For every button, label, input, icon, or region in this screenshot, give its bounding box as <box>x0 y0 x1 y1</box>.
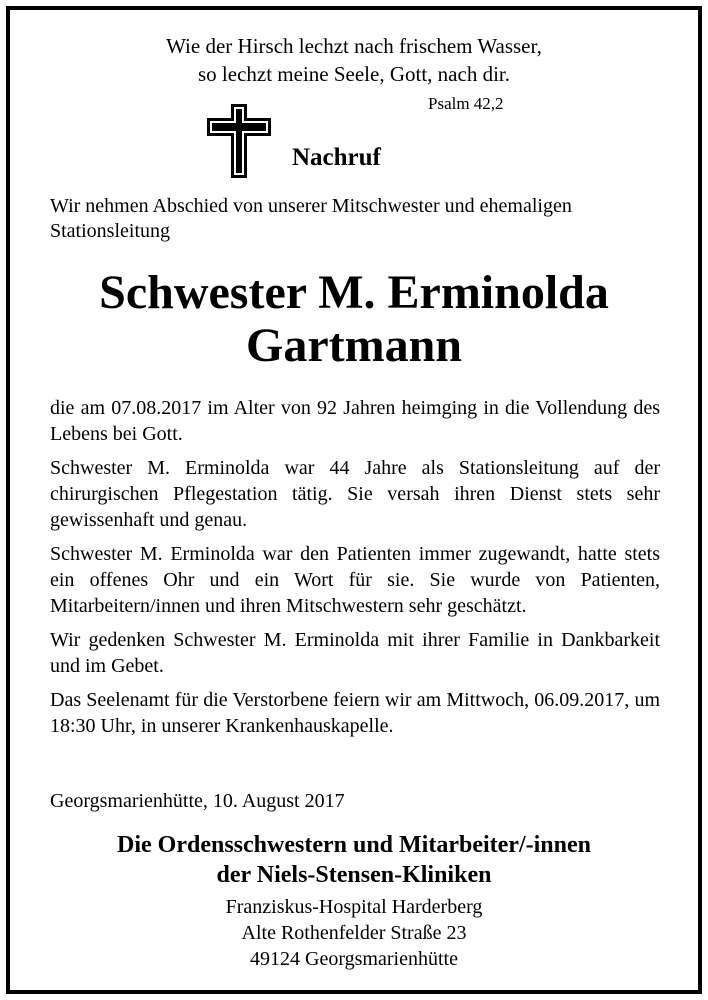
intro-line-1: Wir nehmen Abschied von unserer Mitschwester und ehemaligen <box>50 195 572 217</box>
body-paragraph: Schwester M. Erminolda war 44 Jahre als Stationsleitung auf der chirurgischen Pflegestation tätig. Sie versah ihren Dienst stets sehr gewissenhaft und genau. <box>50 457 660 531</box>
body-paragraph: Das Seelenamt für die Verstorbene feiern wir am Mittwoch, 06.09.2017, um 18:30 Uhr, in unserer Krankenhauskapelle. <box>50 689 660 737</box>
deceased-name <box>0 266 708 372</box>
address-line-2: Alte Rothenfelder Straße 23 <box>241 922 467 944</box>
psalm-reference: Psalm 42,2 <box>428 94 504 113</box>
body-paragraph: die am 07.08.2017 im Alter von 92 Jahren heimging in die Vollendung des Lebens bei Gott. <box>50 397 660 445</box>
signers-line-2: der Niels-Stensen-Kliniken <box>216 862 492 888</box>
verse-line-1: Wie der Hirsch lechzt nach frischem Wasser, <box>166 34 542 58</box>
body-paragraph: Schwester M. Erminolda war den Patienten immer zugewandt, hatte stets ein offenes Ohr und ein Wort für sie. Sie wurde von Patienten, Mitarbeitern/innen und ihren Mitschwestern sehr geschätzt. <box>50 543 660 617</box>
intro-line-2: Stationsleitung <box>50 220 170 242</box>
signers <box>0 830 708 890</box>
body-paragraph: Wir gedenken Schwester M. Erminolda mit ihrer Familie in Dankbarkeit und im Gebet. <box>50 629 660 677</box>
intro-text <box>50 194 660 244</box>
signers-line-1: Die Ordensschwestern und Mitarbeiter/-innen <box>117 832 591 858</box>
address-line-3: 49124 Georgsmarienhütte <box>250 948 458 970</box>
address-block <box>0 894 708 972</box>
place-and-date: Georgsmarienhütte, 10. August 2017 <box>50 790 345 812</box>
deceased-name-line-1: Schwester M. Erminolda <box>99 266 609 319</box>
deceased-name-line-2: Gartmann <box>246 319 462 372</box>
psalm-verse <box>0 32 708 88</box>
latin-cross-icon <box>205 102 273 180</box>
obituary-body <box>50 395 660 747</box>
obituary-heading: Nachruf <box>292 144 381 171</box>
address-line-1: Franziskus-Hospital Harderberg <box>225 896 483 918</box>
verse-line-2: so lechzt meine Seele, Gott, nach dir. <box>198 62 510 86</box>
